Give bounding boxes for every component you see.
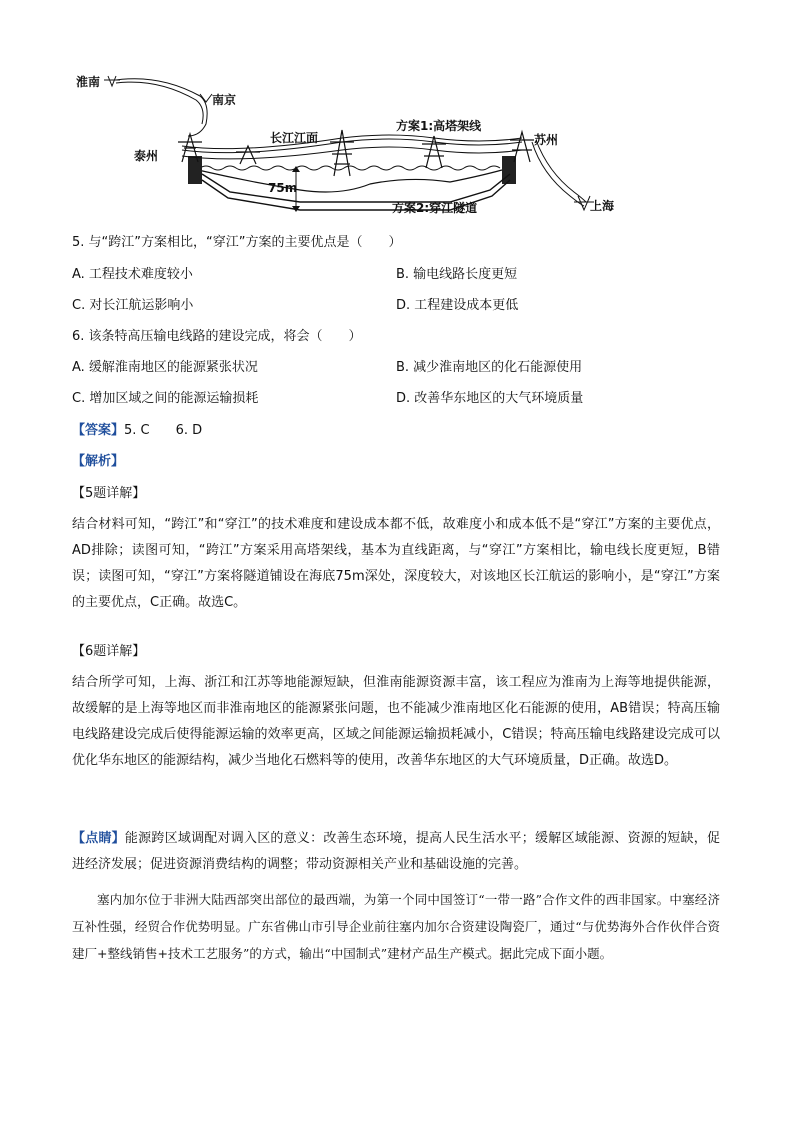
material-paragraph [72, 886, 720, 967]
detail5-text: 结合材料可知，“跨江”和“穿江”的技术难度和建设成本都不低，故难度小和成本低不是“穿江”方案的主要优点，AD排除；读图可知，“跨江”方案采用高塔架线，基本为直线距离，与“穿江”方案相比，输电线长度更短，B错误；读图可知，“穿江”方案将隧道铺设在海底75m深处，深度较大，对该地区长江航运的影响小，是“穿江”方案的主要优点，C正确。故选C。 [72, 517, 720, 610]
tip-paragraph [72, 826, 720, 878]
q6-option-d: D. 改善华东地区的大气环境质量 [396, 391, 584, 406]
detail5-heading: 【5题详解】 [72, 486, 146, 501]
tip-text: 能源跨区域调配对调入区的意义：改善生态环境，提高人民生活水平；缓解区域能源、资源的短缺，促进经济发展；促进资源消费结构的调整；带动资源相关产业和基础设施的完善。 [72, 831, 720, 872]
label-huainan: 淮南 [76, 75, 101, 89]
q6-option-b: B. 减少淮南地区的化石能源使用 [396, 360, 583, 375]
q5-option-a: A. 工程技术难度较小 [72, 267, 193, 282]
detail6-heading: 【6题详解】 [72, 644, 146, 659]
q5-option-d: D. 工程建设成本更低 [396, 298, 519, 313]
q5-option-c: C. 对长江航运影响小 [72, 298, 194, 313]
detail5-paragraph [72, 512, 720, 616]
label-depth: 75m [268, 181, 298, 195]
label-shanghai: 上海 [590, 199, 615, 213]
label-plan2: 方案2:穿江隧道 [392, 201, 478, 215]
q6-option-c: C. 增加区域之间的能源运输损耗 [72, 391, 259, 406]
answer-label: 【答案】 [72, 423, 125, 438]
material-text: 塞内加尔位于非洲大陆西部突出部位的最西端，为第一个同中国签订“一带一路”合作文件的西非国家。中塞经济互补性强，经贸合作优势明显。广东省佛山市引导企业前往塞内加尔合资建设陶瓷厂，通过“与优势海外合作伙伴合资建厂+整线销售+技术工艺服务”的方式，输出“中国制式”建材产品生产模式。据此完成下面小题。 [72, 892, 720, 961]
label-suzhou: 苏州 [534, 133, 559, 147]
transmission-line-diagram [70, 64, 630, 224]
analysis-label: 【解析】 [72, 454, 125, 469]
answer-line [72, 421, 202, 441]
q5-option-b: B. 输电线路长度更短 [396, 267, 518, 282]
label-taizhou: 泰州 [134, 149, 159, 163]
label-changjiang: 长江江面 [270, 131, 319, 145]
detail6-paragraph [72, 670, 720, 774]
answer-text: 5. C 6. D [124, 423, 203, 438]
detail6-text: 结合所学可知，上海、浙江和江苏等地能源短缺，但淮南能源资源丰富，该工程应为淮南为上海等地提供能源，故缓解的是上海等地区而非淮南地区的能源紧张问题，也不能减少淮南地区化石能源的使用，AB错误；特高压输电线路建设完成后使得能源运输的效率更高，区域之间能源运输损耗减小，C错误；特高压输电线路建设完成可以优化华东地区的能源结构，减少当地化石燃料等的使用，改善华东地区的大气环境质量，D正确。故选D。 [72, 675, 720, 768]
q6-stem: 6. 该条特高压输电线路的建设完成，将会（ ） [72, 329, 362, 344]
tip-label: 【点睛】 [72, 831, 125, 846]
label-nanjing: 南京 [212, 93, 237, 107]
q5-stem: 5. 与“跨江”方案相比，“穿江”方案的主要优点是（ ） [72, 235, 402, 250]
label-plan1: 方案1:高塔架线 [396, 119, 482, 133]
diagram-svg [70, 64, 630, 224]
q6-option-a: A. 缓解淮南地区的能源紧张状况 [72, 360, 258, 375]
